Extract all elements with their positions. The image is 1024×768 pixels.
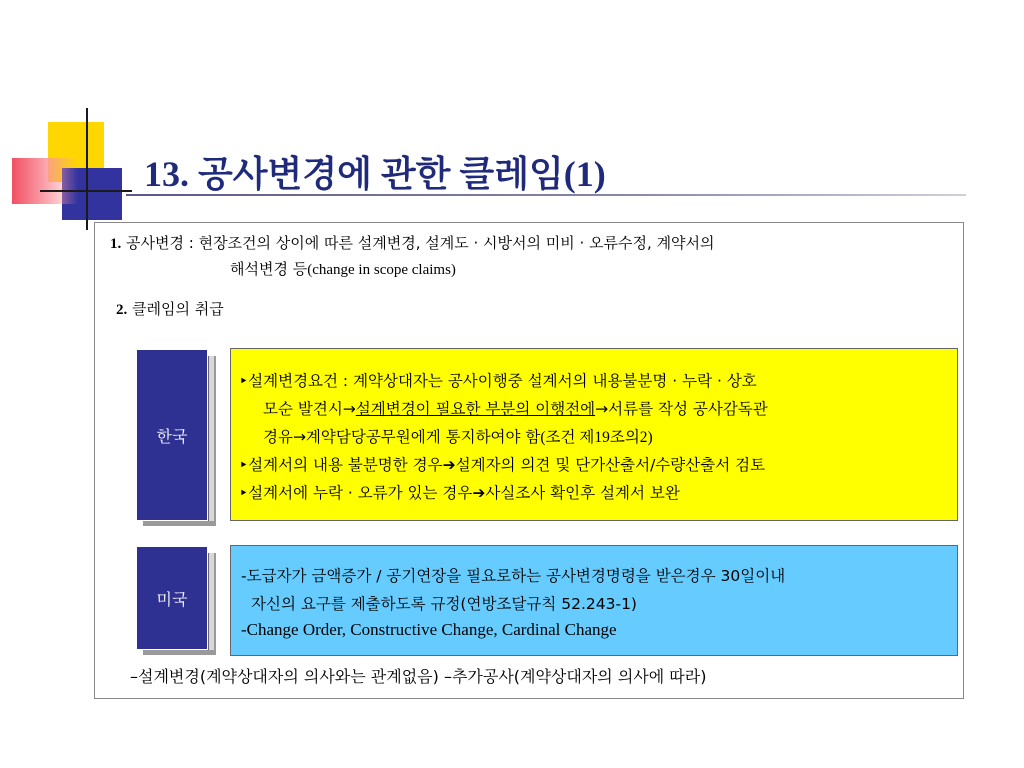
korea-item-2: [239, 453, 765, 475]
section-2-label: 클레임의 취급: [132, 300, 224, 318]
bullet-icon: ‣: [239, 456, 249, 474]
usa-tab: [136, 546, 208, 650]
korea-info-box: [230, 348, 958, 521]
slide-title: 13. 공사변경에 관한 클레임(1): [144, 154, 606, 194]
korea-item-1-line-3: [263, 425, 653, 447]
korea-item-1-text-b: →서류를 작성 공사감독관: [595, 400, 768, 418]
definition-line-2: [230, 258, 456, 279]
usa-tab-label: 미국: [156, 589, 188, 609]
korea-tab-label: 한국: [156, 426, 188, 446]
korea-item-1-underlined: 설계변경이 필요한 부분의 이행전에: [355, 400, 596, 418]
korea-item-1-text: 설계변경요건 : 계약상대자는 공사이행중 설계서의 내용불분명 · 누락 · 상호: [248, 372, 757, 390]
footer-note: –설계변경(계약상대자의 의사와는 관계없음) –추가공사(계약상대자의 의사에 따라): [130, 667, 707, 686]
korea-item-3-action: 사실조사 확인후 설계서 보완: [485, 484, 680, 502]
decor-vertical-line: [86, 108, 88, 230]
korea-item-3-condition: 설계서에 누락 · 오류가 있는 경우: [248, 484, 473, 502]
section-2-heading: [116, 298, 224, 319]
definition-english: (change in scope claims): [307, 262, 456, 278]
definition-text: 공사변경 : 현장조건의 상이에 따른 설계변경, 설계도 · 시방서의 미비 · 오류수정, 계약서의: [126, 234, 715, 252]
bullet-icon: ‣: [239, 372, 249, 390]
definition-number: 1.: [110, 236, 122, 252]
korea-item-2-action: 설계자의 의견 및 단가산출서/수량산출서 검토: [455, 456, 766, 474]
usa-info-box: [230, 545, 958, 656]
bullet-icon: ‣: [239, 484, 249, 502]
usa-line-2: 자신의 요구를 제출하도록 규정(연방조달규칙 52.243-1): [251, 595, 637, 613]
definition-text-2: 해석변경 등: [230, 260, 308, 278]
section-2-number: 2.: [116, 302, 128, 318]
korea-tab-edge: [208, 356, 214, 521]
korea-item-1-text-c: 경유→계약담당공무원에게 통지하여야 함: [263, 428, 541, 446]
korea-item-1-line-1: [239, 369, 757, 391]
arrow-right-icon: ➔: [472, 484, 486, 502]
definition-line-1: [110, 232, 715, 253]
korea-item-1-line-2: [263, 397, 768, 419]
usa-line-1: -도급자가 금액증가 / 공기연장을 필요로하는 공사변경명령을 받은경우 30일이내: [241, 567, 786, 585]
arrow-right-icon: ➔: [442, 456, 456, 474]
korea-item-2-condition: 설계서의 내용 불분명한 경우: [248, 456, 443, 474]
decor-red-square: [12, 158, 78, 204]
decor-horizontal-line: [40, 190, 132, 192]
korea-tab: [136, 349, 208, 521]
korea-item-3: [239, 481, 680, 503]
korea-item-1-text-a: 모순 발견시→: [263, 400, 356, 418]
usa-tab-edge: [208, 553, 214, 650]
korea-item-1-reference: (조건 제19조의2): [540, 429, 653, 446]
usa-line-3: -Change Order, Constructive Change, Cardinal Change: [241, 620, 617, 639]
